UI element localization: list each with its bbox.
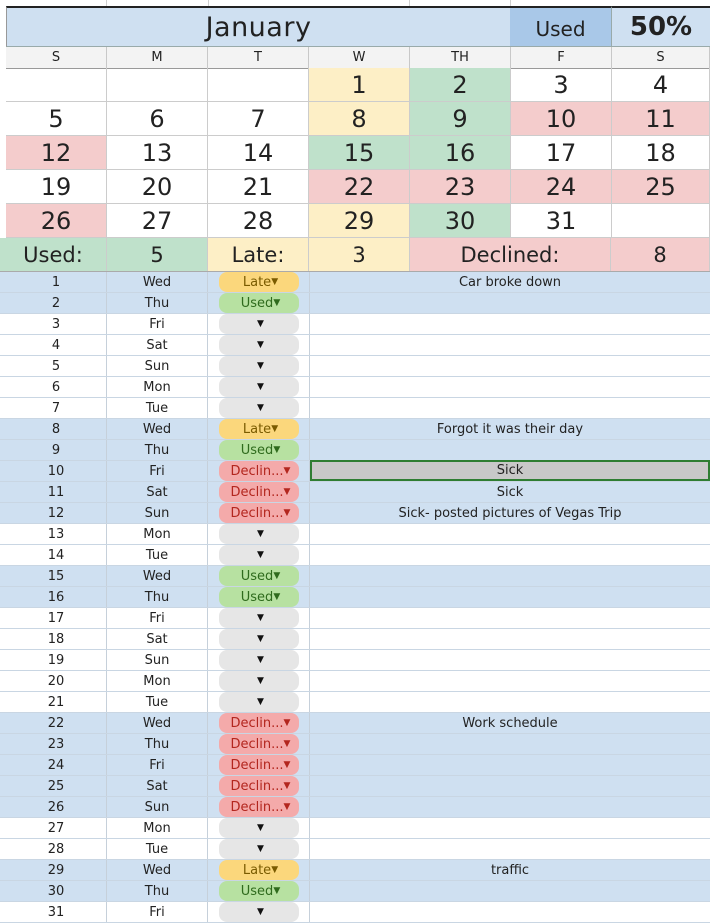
log-row (0, 482, 710, 503)
log-date[interactable]: 29 (0, 860, 107, 880)
status-dropdown[interactable] (219, 650, 299, 670)
log-note[interactable] (310, 629, 710, 649)
log-status-cell (208, 818, 310, 838)
dropdown-arrow-icon[interactable]: ▼ (257, 823, 264, 833)
status-value: Declin... (230, 778, 284, 794)
log-date[interactable]: 2 (0, 293, 107, 313)
log-date[interactable]: 19 (0, 650, 107, 670)
calendar-day-cell[interactable]: 30 (410, 204, 511, 238)
log-weekday[interactable]: Fri (107, 902, 208, 922)
log-status-cell (208, 566, 310, 586)
log-status-cell (208, 692, 310, 712)
status-dropdown[interactable] (219, 440, 299, 460)
log-date[interactable]: 24 (0, 755, 107, 775)
log-weekday[interactable]: Wed (107, 272, 208, 292)
log-status-cell (208, 461, 310, 481)
status-dropdown[interactable] (219, 818, 299, 838)
late-summary-count[interactable]: 3 (309, 238, 410, 271)
log-date[interactable]: 15 (0, 566, 107, 586)
log-date[interactable]: 22 (0, 713, 107, 733)
calendar-day-cell[interactable]: 7 (208, 102, 309, 136)
log-row (0, 671, 710, 692)
log-date[interactable]: 6 (0, 377, 107, 397)
status-dropdown[interactable] (219, 671, 299, 691)
log-weekday[interactable]: Fri (107, 461, 208, 481)
calendar-day-cell[interactable]: 6 (107, 102, 208, 136)
dropdown-arrow-icon[interactable]: ▼ (257, 613, 264, 623)
log-note[interactable] (310, 881, 710, 901)
log-status-cell (208, 755, 310, 775)
used-percent[interactable]: 50% (611, 6, 710, 47)
declined-summary-label[interactable]: Declined: (410, 238, 611, 271)
log-status-cell (208, 503, 310, 523)
log-status-cell (208, 713, 310, 733)
dropdown-arrow-icon[interactable]: ▼ (257, 382, 264, 392)
daily-log (0, 272, 710, 923)
status-value: Late (242, 862, 272, 878)
log-row (0, 398, 710, 419)
log-date[interactable]: 20 (0, 671, 107, 691)
log-status-cell (208, 587, 310, 607)
dropdown-arrow-icon[interactable]: ▼ (257, 319, 264, 329)
log-date[interactable]: 30 (0, 881, 107, 901)
calendar-day-cell[interactable] (107, 68, 208, 102)
log-status-cell (208, 482, 310, 502)
weekday-mon[interactable]: M (107, 47, 208, 68)
calendar-day-cell[interactable] (6, 68, 107, 102)
log-status-cell (208, 797, 310, 817)
status-dropdown[interactable] (219, 314, 299, 334)
log-date[interactable]: 5 (0, 356, 107, 376)
dropdown-arrow-icon[interactable]: ▼ (271, 424, 279, 434)
log-date[interactable]: 16 (0, 587, 107, 607)
status-value: Used (240, 442, 274, 458)
log-weekday[interactable]: Sun (107, 797, 208, 817)
log-row (0, 545, 710, 566)
dropdown-arrow-icon[interactable]: ▼ (273, 571, 281, 581)
log-status-cell (208, 419, 310, 439)
calendar-day-cell[interactable]: 4 (612, 68, 710, 102)
status-dropdown[interactable] (219, 419, 299, 439)
log-note[interactable]: Forgot it was their day (436, 421, 584, 437)
calendar-grid (6, 68, 710, 238)
dropdown-arrow-icon[interactable]: ▼ (257, 403, 264, 413)
dropdown-arrow-icon[interactable]: ▼ (283, 508, 291, 518)
log-note[interactable] (310, 440, 710, 460)
log-weekday[interactable]: Fri (107, 755, 208, 775)
status-dropdown[interactable] (219, 377, 299, 397)
dropdown-arrow-icon[interactable]: ▼ (257, 340, 264, 350)
dropdown-arrow-icon[interactable]: ▼ (257, 676, 264, 686)
calendar-day-cell[interactable]: 26 (6, 204, 107, 238)
log-row (0, 608, 710, 629)
calendar-day-cell[interactable]: 12 (6, 136, 107, 170)
log-note[interactable] (310, 797, 710, 817)
status-value: Declin... (230, 484, 284, 500)
status-value: Declin... (230, 757, 284, 773)
log-note[interactable] (310, 293, 710, 313)
log-note[interactable] (310, 566, 710, 586)
status-dropdown[interactable] (219, 881, 299, 901)
log-row (0, 293, 710, 314)
log-weekday[interactable]: Thu (107, 881, 208, 901)
dropdown-arrow-icon[interactable]: ▼ (283, 718, 291, 728)
log-row (0, 755, 710, 776)
log-note[interactable] (310, 608, 710, 628)
calendar-day-cell[interactable]: 17 (511, 136, 612, 170)
log-status-cell (208, 839, 310, 859)
log-status-cell (208, 650, 310, 670)
log-note[interactable] (310, 314, 710, 334)
log-weekday[interactable]: Sat (107, 335, 208, 355)
log-status-cell (208, 629, 310, 649)
log-note[interactable]: Work schedule (462, 715, 558, 731)
status-dropdown[interactable] (219, 734, 299, 754)
log-weekday[interactable]: Thu (107, 440, 208, 460)
log-status-cell (208, 860, 310, 880)
log-date[interactable]: 23 (0, 734, 107, 754)
calendar-day-cell[interactable]: 15 (309, 136, 410, 170)
log-note[interactable] (310, 671, 710, 691)
log-status-cell (208, 776, 310, 796)
log-status-cell (208, 314, 310, 334)
status-dropdown[interactable] (219, 545, 299, 565)
dropdown-arrow-icon[interactable]: ▼ (271, 277, 279, 287)
used-summary-label[interactable]: Used: (0, 238, 107, 271)
log-weekday[interactable]: Thu (107, 293, 208, 313)
status-dropdown[interactable] (219, 776, 299, 796)
dropdown-arrow-icon[interactable]: ▼ (271, 865, 279, 875)
log-note[interactable] (310, 356, 710, 376)
dropdown-arrow-icon[interactable]: ▼ (273, 886, 281, 896)
log-row (0, 818, 710, 839)
dropdown-arrow-icon[interactable]: ▼ (283, 739, 291, 749)
declined-summary-count[interactable]: 8 (611, 238, 710, 271)
log-row (0, 440, 710, 461)
used-label[interactable]: Used (510, 6, 611, 47)
status-dropdown[interactable] (219, 356, 299, 376)
log-status-cell (208, 608, 310, 628)
log-status-cell (208, 671, 310, 691)
calendar-day-cell[interactable]: 8 (309, 102, 410, 136)
log-note[interactable]: Sick- posted pictures of Vegas Trip (398, 505, 622, 521)
calendar-day-cell[interactable]: 27 (107, 204, 208, 238)
log-note[interactable] (310, 398, 710, 418)
calendar-week (6, 170, 710, 204)
status-dropdown[interactable] (219, 629, 299, 649)
log-note[interactable] (310, 734, 710, 754)
log-weekday[interactable]: Tue (107, 398, 208, 418)
status-dropdown[interactable] (219, 692, 299, 712)
calendar-day-cell[interactable]: 28 (208, 204, 309, 238)
weekday-sun[interactable]: S (6, 47, 107, 68)
dropdown-arrow-icon[interactable]: ▼ (283, 760, 291, 770)
log-date[interactable]: 9 (0, 440, 107, 460)
log-note[interactable] (310, 902, 710, 922)
calendar-day-cell[interactable] (612, 204, 710, 238)
status-dropdown[interactable] (219, 797, 299, 817)
log-date[interactable]: 27 (0, 818, 107, 838)
calendar-day-cell[interactable]: 11 (612, 102, 710, 136)
weekday-header (6, 47, 710, 69)
log-row (0, 713, 710, 734)
log-row (0, 314, 710, 335)
dropdown-arrow-icon[interactable]: ▼ (257, 655, 264, 665)
log-date[interactable]: 8 (0, 419, 107, 439)
dropdown-arrow-icon[interactable]: ▼ (257, 529, 264, 539)
dropdown-arrow-icon[interactable]: ▼ (273, 445, 281, 455)
status-value: Used (240, 883, 274, 899)
weekday-tue[interactable]: T (208, 47, 309, 68)
log-date[interactable]: 11 (0, 482, 107, 502)
weekday-wed[interactable]: W (309, 47, 410, 68)
log-date[interactable]: 17 (0, 608, 107, 628)
log-row (0, 860, 710, 881)
status-dropdown[interactable] (219, 272, 299, 292)
calendar-day-cell[interactable]: 9 (410, 102, 511, 136)
log-row (0, 734, 710, 755)
status-dropdown[interactable] (219, 713, 299, 733)
log-note[interactable] (310, 650, 710, 670)
log-note[interactable]: Sick (310, 460, 710, 481)
log-row (0, 335, 710, 356)
calendar-day-cell[interactable]: 2 (410, 68, 511, 102)
calendar-week (6, 136, 710, 170)
status-dropdown[interactable] (219, 461, 299, 481)
log-weekday[interactable]: Tue (107, 692, 208, 712)
status-value: Used (240, 295, 274, 311)
log-row (0, 902, 710, 923)
status-value: Used (240, 589, 274, 605)
log-note[interactable] (310, 818, 710, 838)
log-weekday[interactable]: Thu (107, 734, 208, 754)
log-date[interactable]: 31 (0, 902, 107, 922)
calendar-day-cell[interactable]: 31 (511, 204, 612, 238)
log-row (0, 650, 710, 671)
log-date[interactable]: 18 (0, 629, 107, 649)
status-value: Late (242, 274, 272, 290)
log-date[interactable]: 26 (0, 797, 107, 817)
weekday-sat[interactable]: S (612, 47, 710, 68)
log-status-cell (208, 440, 310, 460)
log-weekday[interactable]: Thu (107, 587, 208, 607)
status-value: Declin... (230, 463, 284, 479)
status-dropdown[interactable] (219, 902, 299, 922)
log-status-cell (208, 734, 310, 754)
log-note[interactable] (310, 335, 710, 355)
calendar-day-cell[interactable]: 25 (612, 170, 710, 204)
calendar-day-cell[interactable]: 1 (309, 68, 410, 102)
dropdown-arrow-icon[interactable]: ▼ (273, 592, 281, 602)
calendar-day-cell[interactable]: 14 (208, 136, 309, 170)
log-note[interactable]: Car broke down (458, 274, 562, 290)
log-status-cell (208, 293, 310, 313)
late-summary-label[interactable]: Late: (208, 238, 309, 271)
log-note[interactable] (310, 776, 710, 796)
log-weekday[interactable]: Sun (107, 650, 208, 670)
log-status-cell (208, 524, 310, 544)
calendar-day-cell[interactable]: 10 (511, 102, 612, 136)
dropdown-arrow-icon[interactable]: ▼ (257, 550, 264, 560)
status-value: Used (240, 568, 274, 584)
log-weekday[interactable]: Sat (107, 482, 208, 502)
log-date[interactable]: 3 (0, 314, 107, 334)
dropdown-arrow-icon[interactable]: ▼ (257, 634, 264, 644)
calendar-week (6, 68, 710, 102)
log-note[interactable] (310, 692, 710, 712)
status-dropdown[interactable] (219, 839, 299, 859)
calendar-day-cell[interactable]: 22 (309, 170, 410, 204)
log-weekday[interactable]: Tue (107, 545, 208, 565)
calendar-week (6, 102, 710, 136)
calendar-day-cell[interactable]: 24 (511, 170, 612, 204)
log-status-cell (208, 902, 310, 922)
calendar-day-cell[interactable]: 5 (6, 102, 107, 136)
log-row (0, 776, 710, 797)
weekday-fri[interactable]: F (511, 47, 612, 68)
calendar-day-cell[interactable] (208, 68, 309, 102)
log-weekday[interactable]: Wed (107, 419, 208, 439)
summary-row (0, 238, 710, 272)
calendar-day-cell[interactable]: 18 (612, 136, 710, 170)
log-row (0, 797, 710, 818)
log-weekday[interactable]: Fri (107, 314, 208, 334)
status-dropdown[interactable] (219, 608, 299, 628)
calendar-day-cell[interactable]: 21 (208, 170, 309, 204)
log-row (0, 881, 710, 902)
log-weekday[interactable]: Sun (107, 356, 208, 376)
status-value: Late (242, 421, 272, 437)
dropdown-arrow-icon[interactable]: ▼ (257, 907, 264, 917)
status-dropdown[interactable] (219, 503, 299, 523)
status-dropdown[interactable] (219, 755, 299, 775)
calendar-week (6, 204, 710, 238)
status-value: Declin... (230, 505, 284, 521)
log-date[interactable]: 13 (0, 524, 107, 544)
log-status-cell (208, 356, 310, 376)
log-status-cell (208, 377, 310, 397)
log-weekday[interactable]: Wed (107, 713, 208, 733)
status-dropdown[interactable] (219, 335, 299, 355)
log-date[interactable]: 10 (0, 461, 107, 481)
calendar-day-cell[interactable]: 13 (107, 136, 208, 170)
log-note[interactable]: traffic (490, 862, 530, 878)
status-value: Declin... (230, 736, 284, 752)
status-dropdown[interactable] (219, 482, 299, 502)
log-weekday[interactable]: Wed (107, 566, 208, 586)
dropdown-arrow-icon[interactable]: ▼ (257, 697, 264, 707)
log-date[interactable]: 1 (0, 272, 107, 292)
log-weekday[interactable]: Mon (107, 671, 208, 691)
log-row (0, 839, 710, 860)
status-dropdown[interactable] (219, 566, 299, 586)
log-note[interactable] (310, 377, 710, 397)
log-weekday[interactable]: Mon (107, 377, 208, 397)
log-row (0, 419, 710, 440)
calendar-day-cell[interactable]: 19 (6, 170, 107, 204)
log-note[interactable] (310, 839, 710, 859)
calendar-day-cell[interactable]: 23 (410, 170, 511, 204)
log-date[interactable]: 25 (0, 776, 107, 796)
status-dropdown[interactable] (219, 293, 299, 313)
dropdown-arrow-icon[interactable]: ▼ (283, 487, 291, 497)
calendar-day-cell[interactable]: 20 (107, 170, 208, 204)
status-dropdown[interactable] (219, 587, 299, 607)
log-note[interactable] (310, 545, 710, 565)
log-row (0, 692, 710, 713)
log-weekday[interactable]: Sat (107, 629, 208, 649)
calendar-day-cell[interactable]: 16 (410, 136, 511, 170)
log-row (0, 503, 710, 524)
log-weekday[interactable]: Sat (107, 776, 208, 796)
dropdown-arrow-icon[interactable]: ▼ (283, 781, 291, 791)
dropdown-arrow-icon[interactable]: ▼ (257, 361, 264, 371)
status-dropdown[interactable] (219, 398, 299, 418)
month-title[interactable]: January (6, 6, 510, 47)
log-date[interactable]: 14 (0, 545, 107, 565)
status-dropdown[interactable] (219, 860, 299, 880)
log-note[interactable] (310, 755, 710, 775)
log-note[interactable] (310, 587, 710, 607)
log-row (0, 524, 710, 545)
dropdown-arrow-icon[interactable]: ▼ (257, 844, 264, 854)
calendar-day-cell[interactable]: 3 (511, 68, 612, 102)
log-date[interactable]: 4 (0, 335, 107, 355)
log-status-cell (208, 398, 310, 418)
log-row (0, 587, 710, 608)
log-weekday[interactable]: Tue (107, 839, 208, 859)
status-value: Declin... (230, 715, 284, 731)
log-note[interactable]: Sick (496, 484, 524, 500)
log-row (0, 566, 710, 587)
log-weekday[interactable]: Wed (107, 860, 208, 880)
log-status-cell (208, 881, 310, 901)
log-date[interactable]: 28 (0, 839, 107, 859)
weekday-thu[interactable]: TH (410, 47, 511, 68)
calendar-day-cell[interactable]: 29 (309, 204, 410, 238)
log-weekday[interactable]: Mon (107, 818, 208, 838)
log-weekday[interactable]: Fri (107, 608, 208, 628)
log-status-cell (208, 335, 310, 355)
log-weekday[interactable]: Mon (107, 524, 208, 544)
dropdown-arrow-icon[interactable]: ▼ (273, 298, 281, 308)
dropdown-arrow-icon[interactable]: ▼ (283, 466, 291, 476)
log-date[interactable]: 21 (0, 692, 107, 712)
log-date[interactable]: 7 (0, 398, 107, 418)
log-row (0, 461, 710, 482)
status-value: Declin... (230, 799, 284, 815)
log-status-cell (208, 545, 310, 565)
log-note[interactable] (310, 524, 710, 544)
log-row (0, 629, 710, 650)
log-weekday[interactable]: Sun (107, 503, 208, 523)
log-status-cell (208, 272, 310, 292)
status-dropdown[interactable] (219, 524, 299, 544)
log-row (0, 377, 710, 398)
used-summary-count[interactable]: 5 (107, 238, 208, 271)
log-row (0, 356, 710, 377)
log-date[interactable]: 12 (0, 503, 107, 523)
dropdown-arrow-icon[interactable]: ▼ (283, 802, 291, 812)
log-row (0, 272, 710, 293)
